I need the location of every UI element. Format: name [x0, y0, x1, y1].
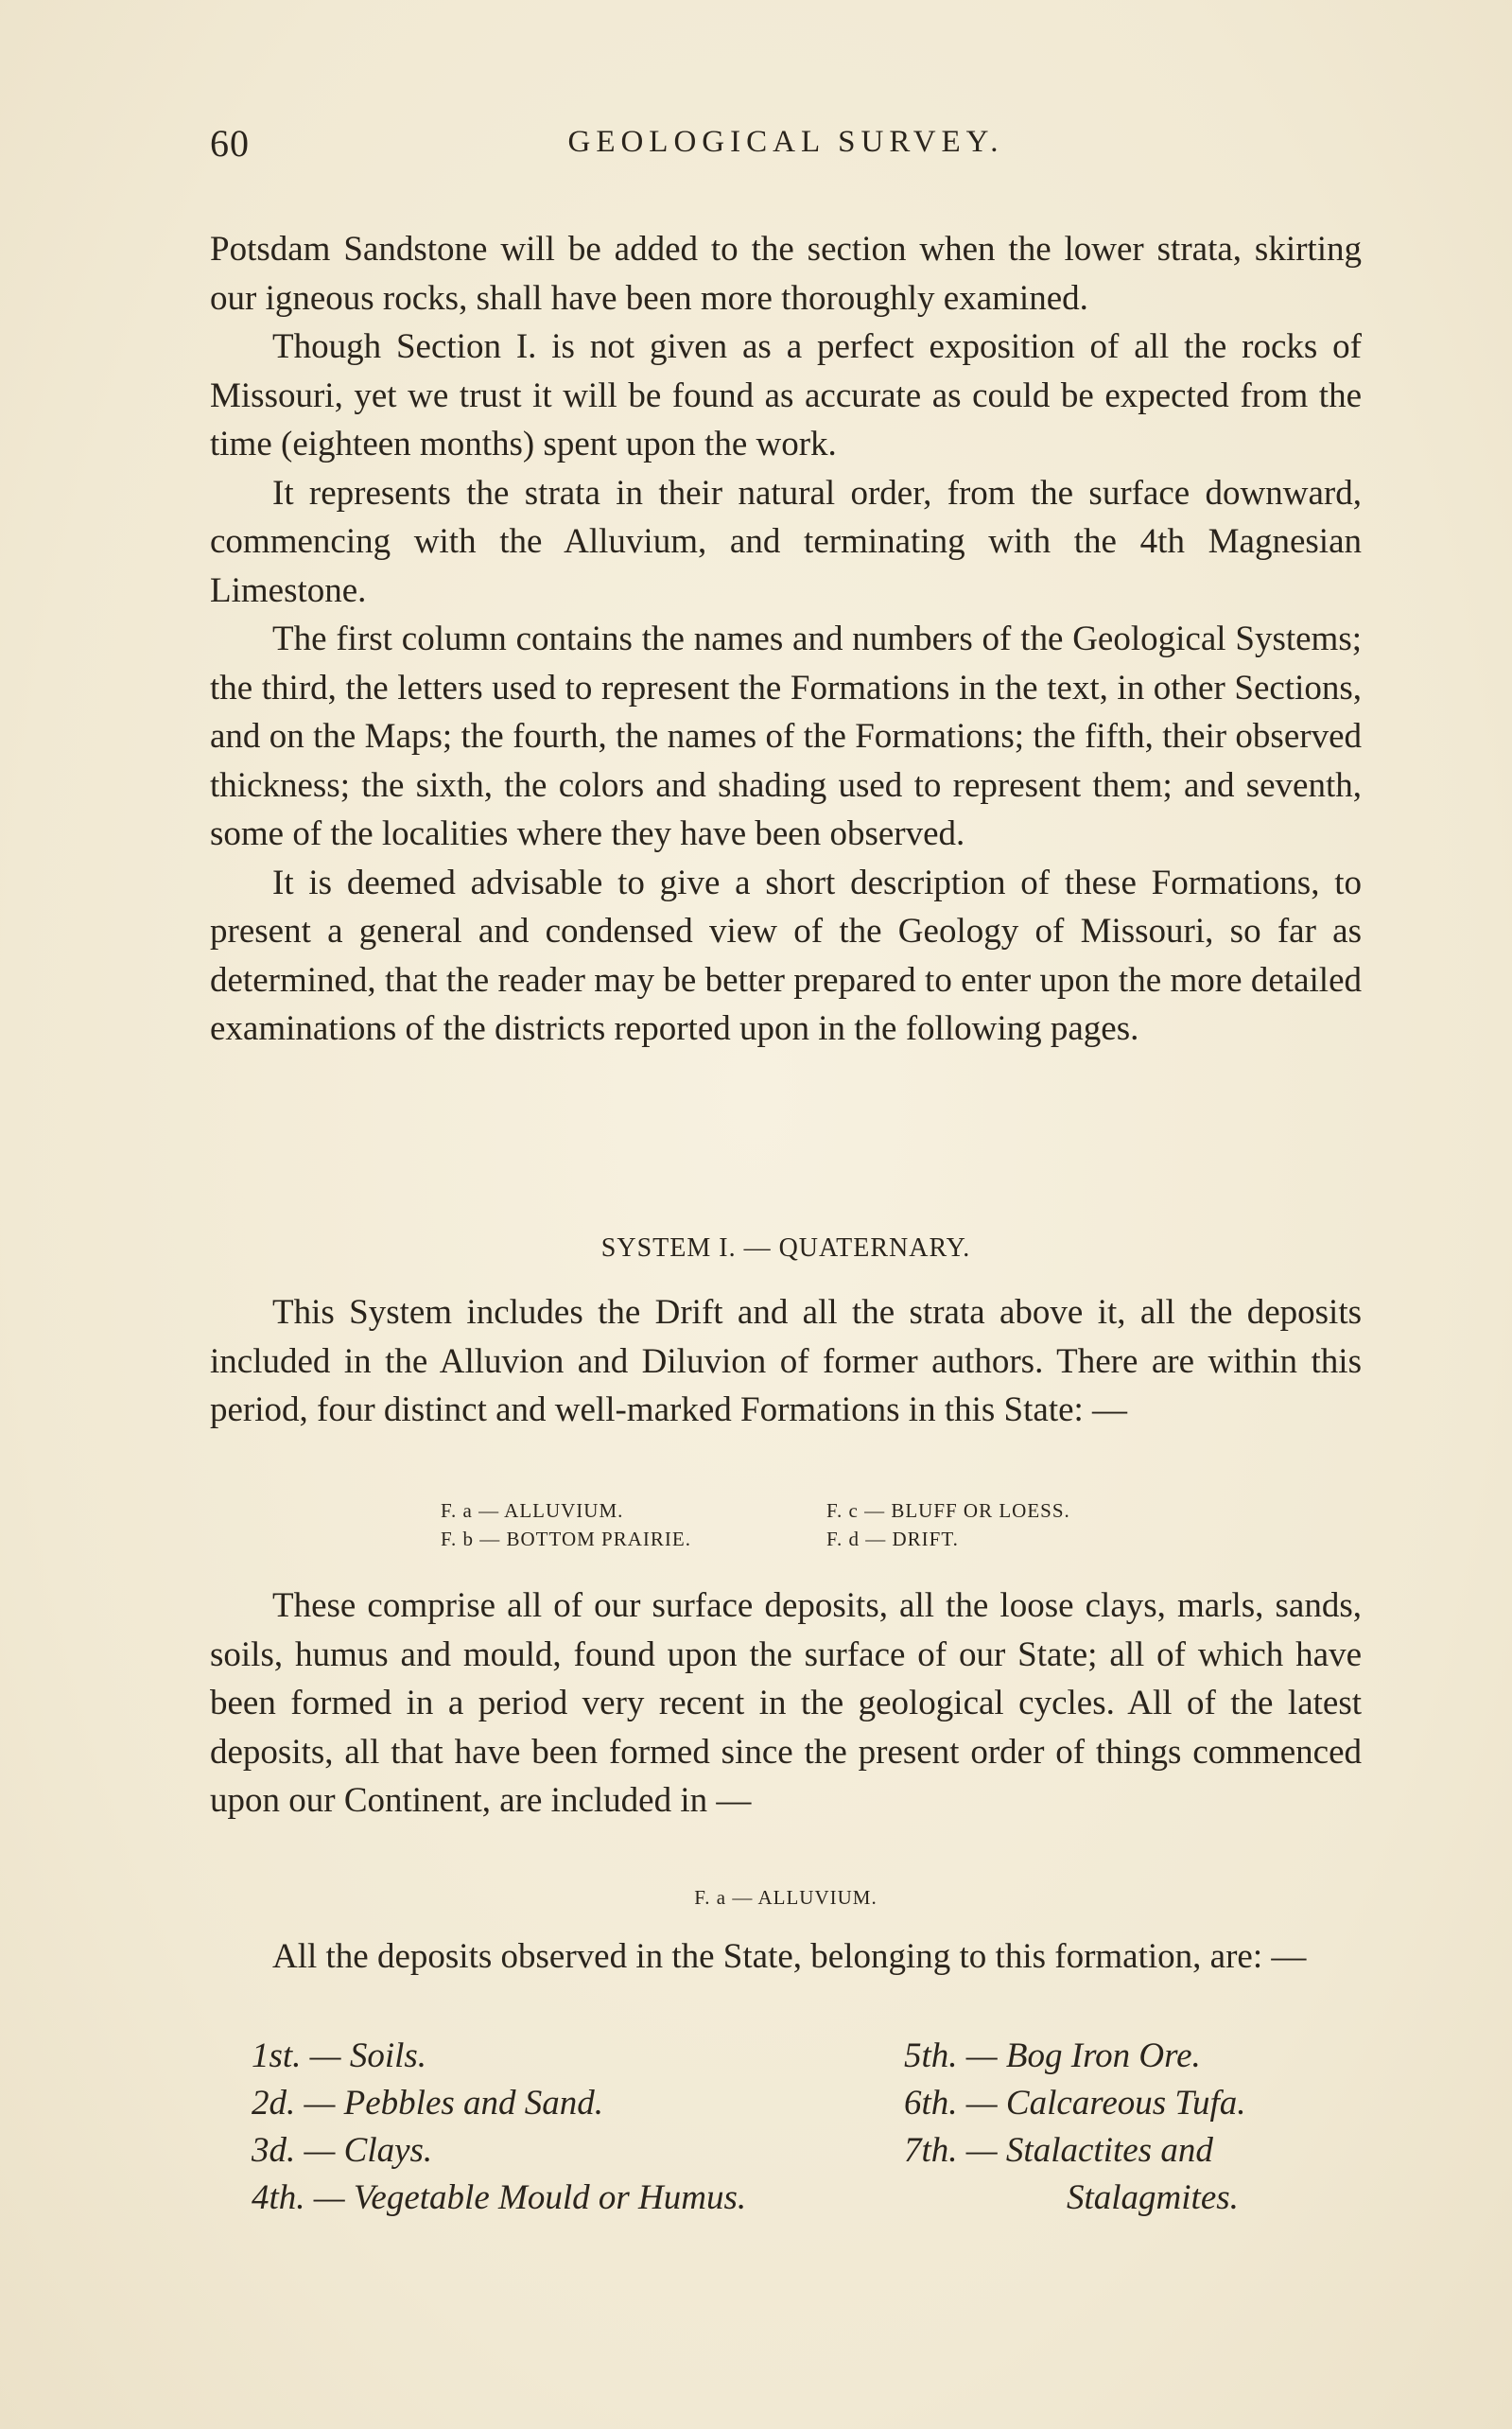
paragraph-8: All the deposits observed in the State, belonging to this formation, are: — — [272, 1937, 1307, 1976]
formations-row — [441, 1499, 1159, 1528]
paragraph-1: Potsdam Sandstone will be added to the section when the lower strata, skirting our igneous rocks, shall have been more thoroughly examined. — [210, 230, 1362, 318]
deposit-item: 5th. — Bog Iron Ore. — [904, 2036, 1201, 2075]
page-header — [210, 121, 1362, 178]
deposit-item: 7th. — Stalactites and — [904, 2131, 1213, 2170]
paragraph-2: Though Section I. is not given as a perfect exposition of all the rocks of Missouri, yet we trust it will be found as accurate as could be expected from the time (eighteen months) spent upon the work. — [210, 327, 1362, 463]
deposit-item: 3d. — Clays. — [252, 2131, 433, 2170]
alluvium-heading: F. a — ALLUVIUM. — [694, 1886, 878, 1909]
formations-row — [441, 1528, 1159, 1556]
deposit-item: 4th. — Vegetable Mould or Humus. — [252, 2178, 747, 2217]
formation-entry: F. c — BLUFF OR LOESS. — [826, 1499, 1070, 1522]
formation-entry: F. a — ALLUVIUM. — [441, 1499, 624, 1522]
page-number: 60 — [210, 122, 250, 165]
deposit-list-row — [252, 2130, 1367, 2177]
surface-deposits-text — [210, 1581, 1362, 1826]
deposit-list-row — [252, 2036, 1367, 2083]
deposit-item: 2d. — Pebbles and Sand. — [252, 2084, 604, 2123]
paragraph-5: It is deemed advisable to give a short description of these Formations, to present a general and condensed view of the Geology of Missouri, so far as determined, that the reader may be better prepared to enter upon the more detailed examinations of the districts reported upon in the following pages. — [210, 863, 1362, 1048]
formation-entry: F. d — DRIFT. — [826, 1528, 959, 1550]
paragraph-3: It represents the strata in their natural order, from the surface downward, commencing with the Alluvium, and terminating with the 4th Magnesian Limestone. — [210, 473, 1362, 610]
formation-entry: F. b — BOTTOM PRAIRIE. — [441, 1528, 691, 1550]
paragraph-6: This System includes the Drift and all the strata above it, all the deposits included in the Alluvion and Diluvion of former authors. There are within this period, four distinct and well-marked Formations in this State: — — [210, 1293, 1362, 1429]
deposits-intro — [210, 1932, 1362, 1982]
deposit-item: 6th. — Calcareous Tufa. — [904, 2084, 1246, 2123]
deposit-list — [252, 2036, 1367, 2225]
running-title: GEOLOGICAL SURVEY. — [567, 125, 1004, 159]
deposit-item: Stalagmites. — [1067, 2178, 1239, 2217]
paragraph-4: The first column contains the names and numbers of the Geological Systems; the third, the letters used to represent the Formations in the text, in other Sections, and on the Maps; the fourth, the names of the Formations; the fifth, their observed thickness; the sixth, the colors and shading used to represent them; and seventh, some of the localities where they have been observed. — [210, 620, 1362, 853]
deposit-list-row — [252, 2177, 1367, 2225]
deposit-list-row — [252, 2083, 1367, 2130]
system-description — [210, 1288, 1362, 1435]
paragraph-7: These comprise all of our surface deposits, all the loose clays, marls, sands, soils, humus and mould, found upon the surface of our State; all of which have been formed in a period very recent in the geological cycles. All of the latest deposits, all that have been formed since the present order of things commenced upon our Continent, are included in — — [210, 1586, 1362, 1820]
system-heading: SYSTEM I. — QUATERNARY. — [600, 1233, 971, 1263]
formations-table — [441, 1499, 1159, 1556]
deposit-item: 1st. — Soils. — [252, 2036, 427, 2075]
body-text — [210, 225, 1362, 1054]
